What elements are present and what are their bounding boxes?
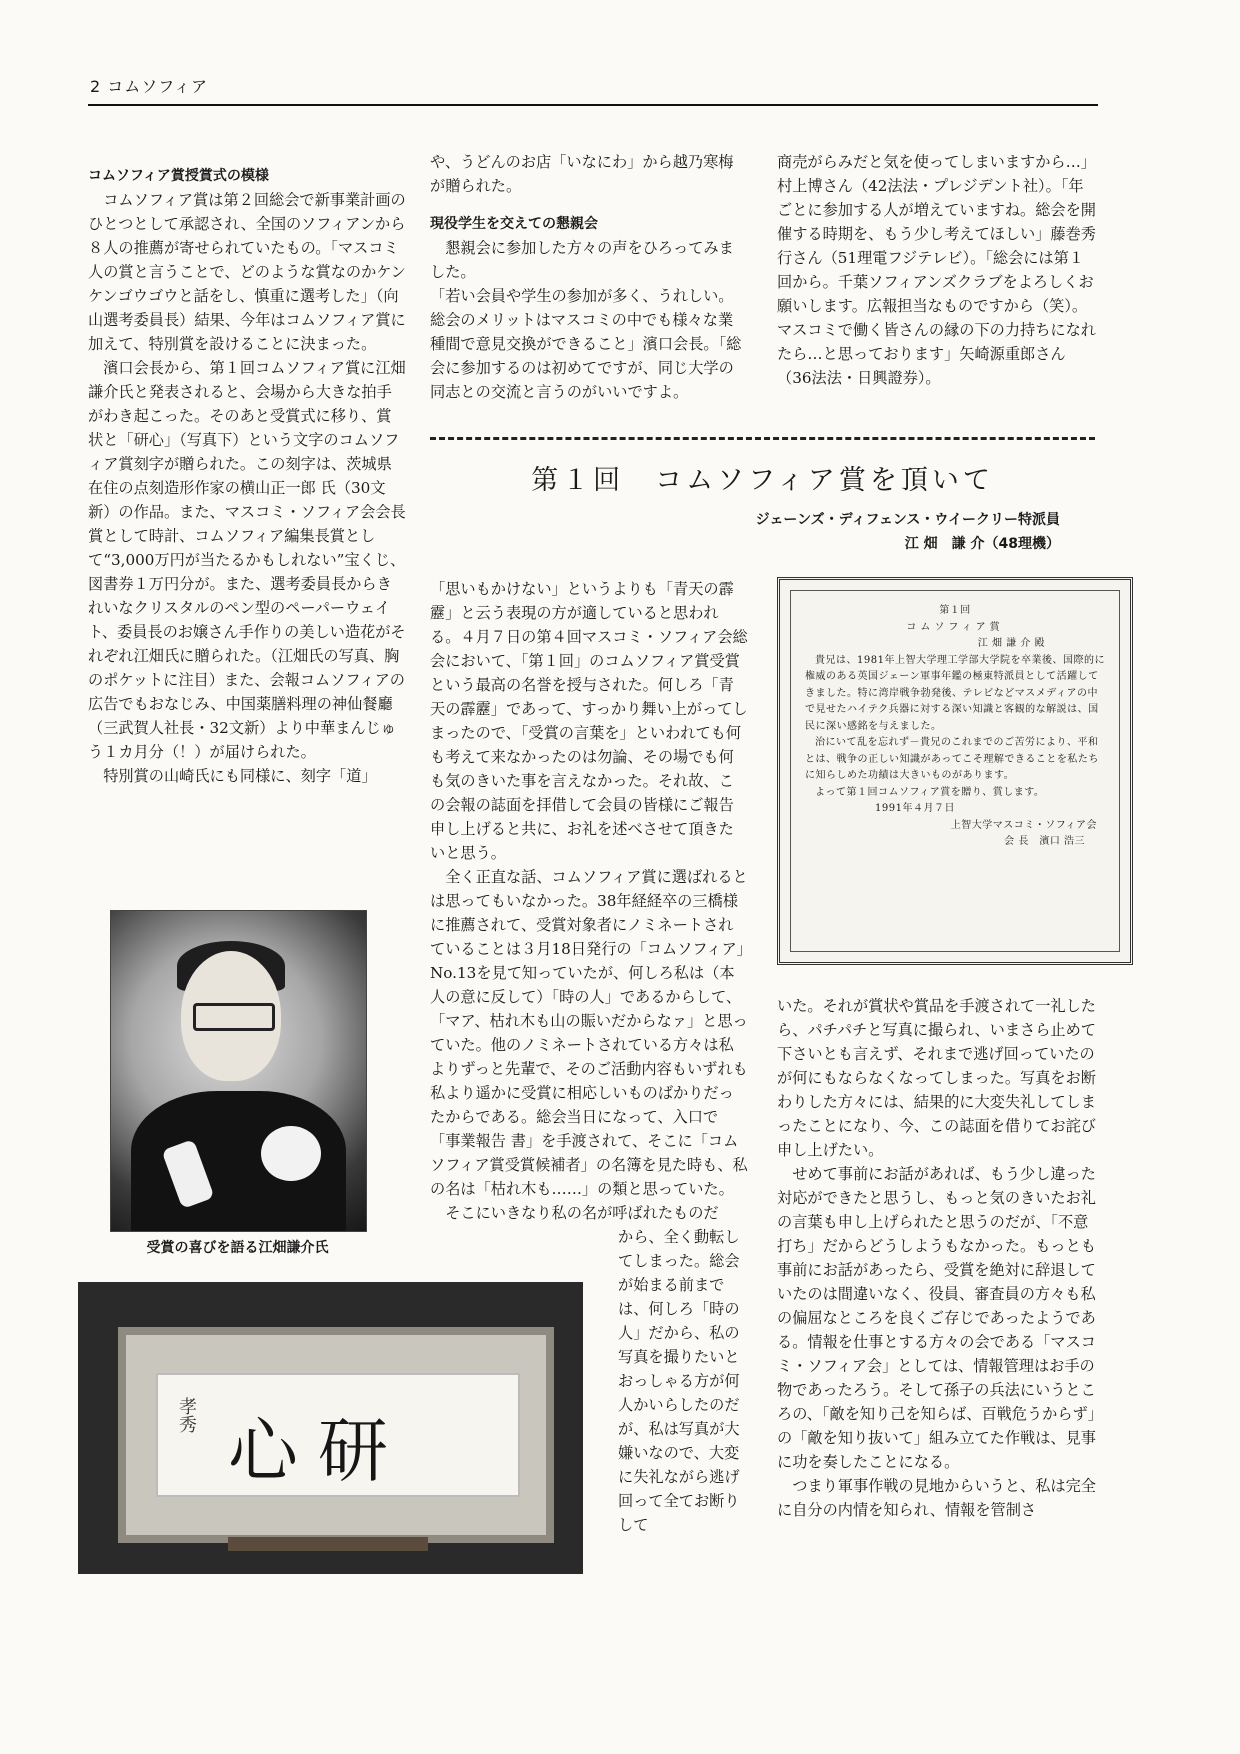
article-col2-para-1: いた。それが賞状や賞品を手渡されて一礼したら、パチパチと写真に撮られ、いまさら止めて下さいとも言えず、それまで逃げ回っていたのが何にもならなくなってしまった。写真をお断わりした方々には、結果的に大変失礼してしまったことになり、今、この誌面を借りてお詫び申し上げたい。 xyxy=(777,997,1096,1159)
recipient-photo xyxy=(110,910,367,1232)
article-para-1: 「思いもかけない」というよりも「青天の霹靂」と云う表現の方が適していると思われる。４月７日の第４回マスコミ・ソフィア会総会において、「第１回」のコムソフィア賞受賞という最高の名誉を授与された。何しろ「青天の霹靂」であって、すっかり舞い上がってしまったので、「受賞の言葉を」といわれても何も考えて来なかったのは勿論、その場でも何も気のきいた事を言えなかった。それ故、この会報の誌面を拝借して会員の皆様にご報告申し上げると共に、お礼を述べさせて頂きたいと思う。 xyxy=(430,580,748,862)
byline-name: 江 畑 謙 介（48理機） xyxy=(904,536,1060,552)
certificate-body-3: よって第１回コムソフィア賞を贈り、賞します。 xyxy=(815,786,1045,798)
column-3-top xyxy=(777,150,1097,390)
section1-continued: や、うどんのお店「いなにわ」から越乃寒梅が贈られた。 xyxy=(430,153,734,195)
section2-heading: 現役学生を交えての懇親会 xyxy=(430,216,598,232)
certificate-body-2: 治にいて乱を忘れず－貴兄のこれまでのご苦労により、平和とは、戦争の正しい知識があってこそ理解できることを私たちに知らしめた功績は大きいものがあります。 xyxy=(805,737,1099,781)
certificate-date: 1991年４月７日 xyxy=(875,803,955,814)
certificate-body-1: 貴兄は、1981年上智大学理工学部大学院を卒業後、国際的に権威のある英国ジェーン軍事年鑑の極東特派員として活躍してきました。特に湾岸戦争勃発後、テレビなどマスメディアの中で見せたハイテク兵器に対する深い知識と客観的な解説は、国民に深い感銘を与えました。 xyxy=(805,654,1105,732)
article-para-3: そこにいきなり私の名が呼ばれたものだ xyxy=(445,1204,719,1222)
section2-continued: 商売がらみだと気を使ってしまいますから…」村上博さん（42法法・プレジデント社）。「年ごとに参加する人が増えていますね。総会を開催する時期を、もう少し考えてほしい」藤巻秀行さん（51理電フジテレビ）。「総会には第１回から。千葉ソフィアンズクラブをよろしくお願いします。広報担当なものですから（笑）。マスコミで働く皆さんの縁の下の力持ちになれたら…と思っております」矢崎源重郎さん（36法法・日興證券）。 xyxy=(777,153,1096,387)
calligraphy-frame-photo xyxy=(78,1282,583,1574)
photo-caption: 受賞の喜びを語る江畑謙介氏 xyxy=(146,1240,329,1256)
calligraphy-characters: 心研 xyxy=(228,1410,408,1492)
award-certificate xyxy=(777,577,1133,965)
certificate-line-1: 第１回 xyxy=(939,605,971,616)
section1-heading: コムソフィア賞授賞式の模様 xyxy=(88,168,269,184)
article-col2-para-3: つまり軍事作戦の見地からいうと、私は完全に自分の内情を知られ、情報を管制さ xyxy=(777,1477,1096,1519)
section2-para-1: 懇親会に参加した方々の声をひろってみました。 xyxy=(430,239,734,281)
article-para-3-continued: から、全く動転してしまった。総会が始まる前までは、何しろ「時の人」だから、私の写真を撮りたいとおっしゃる方が何人かいらしたのだが、私は写真が大嫌いなので、大変に失礼ながら逃げ回って全てお断りして xyxy=(618,1228,740,1534)
certificate-recipient: 江 畑 謙 介 殿 xyxy=(977,638,1045,649)
certificate-president: 会 長 濱口 浩三 xyxy=(1004,836,1085,847)
page-label: 2 コムソフィア xyxy=(90,77,208,96)
byline-org: ジェーンズ・ディフェンス・ウイークリー特派員 xyxy=(755,512,1060,528)
article-para-2: 全く正直な話、コムソフィア賞に選ばれるとは思ってもいなかった。38年経経卒の三橋様に推薦されて、受賞対象者にノミネートされていることは３月18日発行の「コムソフィア」No.13を見て知っていたが、何しろ私は（本人の意に反して）「時の人」であるからして、「マア、枯れ木も山の賑いだからなァ」と思っていた。他のノミネートされている方々は私よりずっと先輩で、そのご活動内容もいずれも私より遥かに受賞に相応しいものばかりだったからである。総会当日になって、入口で「事業報告 書」を手渡されて、そこに「コムソフィア賞受賞候補者」の名簿を見た時も、私の名は「枯れ木も……」の類と思っていた。 xyxy=(430,868,748,1198)
section1-para-2: 濱口会長から、第１回コムソフィア賞に江畑謙介氏と発表されると、会場から大きな拍手がわき起こった。そのあと受賞式に移り、賞状と「研心」（写真下）という文字のコムソフィア賞刻字が贈られた。この刻字は、茨城県在住の点刻造形作家の横山正一郎 氏（30文新）の作品。また、マスコミ・ソフィア会会長賞として時計、コムソフィア編集長賞として“3,000万円が当たるかもしれない”宝くじ、図書券１万円分が。また、選考委員長からきれいなクリスタルのペン型のペーパーウェイト、委員長のお嬢さん手作りの美しい造花がそれぞれ江畑氏に贈られた。（江畑氏の写真、胸のポケットに注目）また、会報コムソフィアの広告でもおなじみ、中国薬膳料理の神仙餐廳（三武賀人社長・32文新）より中華まんじゅう１カ月分（！）が届けられた。 xyxy=(88,359,406,761)
section-divider xyxy=(430,437,1095,440)
certificate-line-2: コムソフィア賞 xyxy=(906,621,1004,633)
column-2-top xyxy=(430,150,745,404)
article-column-2 xyxy=(777,994,1097,1522)
certificate-org: 上智大学マスコミ・ソフィア会 xyxy=(950,819,1097,831)
page-header xyxy=(88,70,1098,106)
article-byline xyxy=(430,508,1060,556)
section1-para-3: 特別賞の山崎氏にも同様に、刻字「道」 xyxy=(103,767,377,785)
article-title: 第１回 コムソフィア賞を頂いて xyxy=(531,465,994,496)
section2-para-2: 「若い会員や学生の参加が多く、うれしい。総会のメリットはマスコミの中でも様々な業種間で意見交換ができること」濱口会長。「総会に参加するのは初めてですが、同じ大学の同志との交流と言うのがいいですよ。 xyxy=(430,287,742,401)
calligraphy-signature: 孝秀 xyxy=(176,1397,197,1433)
article-col2-para-2: せめて事前にお話があれば、もう少し違った対応ができたと思うし、もっと気のきいたお礼の言葉も申し上げられたと思うのだが、「不意打ち」だからどうしようもなかった。もっとも事前にお話があったら、受賞を絶対に辞退していたのは間違いなく、役員、審査員の方々も私の偏屈なところを良くご存じであったようである。情報を仕事とする方々の会である「マスコミ・ソフィア会」としては、情報管理はお手の物であったろう。そして孫子の兵法にいうところの、「敵を知り己を知らば、百戦危うからず」の「敵を知り抜いて」組み立てた作戦は、見事に功を奏したことになる。 xyxy=(777,1165,1096,1471)
column-1 xyxy=(88,164,406,788)
section1-para-1: コムソフィア賞は第２回総会で新事業計画のひとつとして承認され、全国のソフィアンから８人の推薦が寄せられていたもの。「マスコミ人の賞と言うことで、どのような賞なのかケンケンゴウゴウと話をし、慎重に選考した」（向山選考委員長）結果、今年はコムソフィア賞に加えて、特別賞を設けることに決まった。 xyxy=(88,191,406,353)
